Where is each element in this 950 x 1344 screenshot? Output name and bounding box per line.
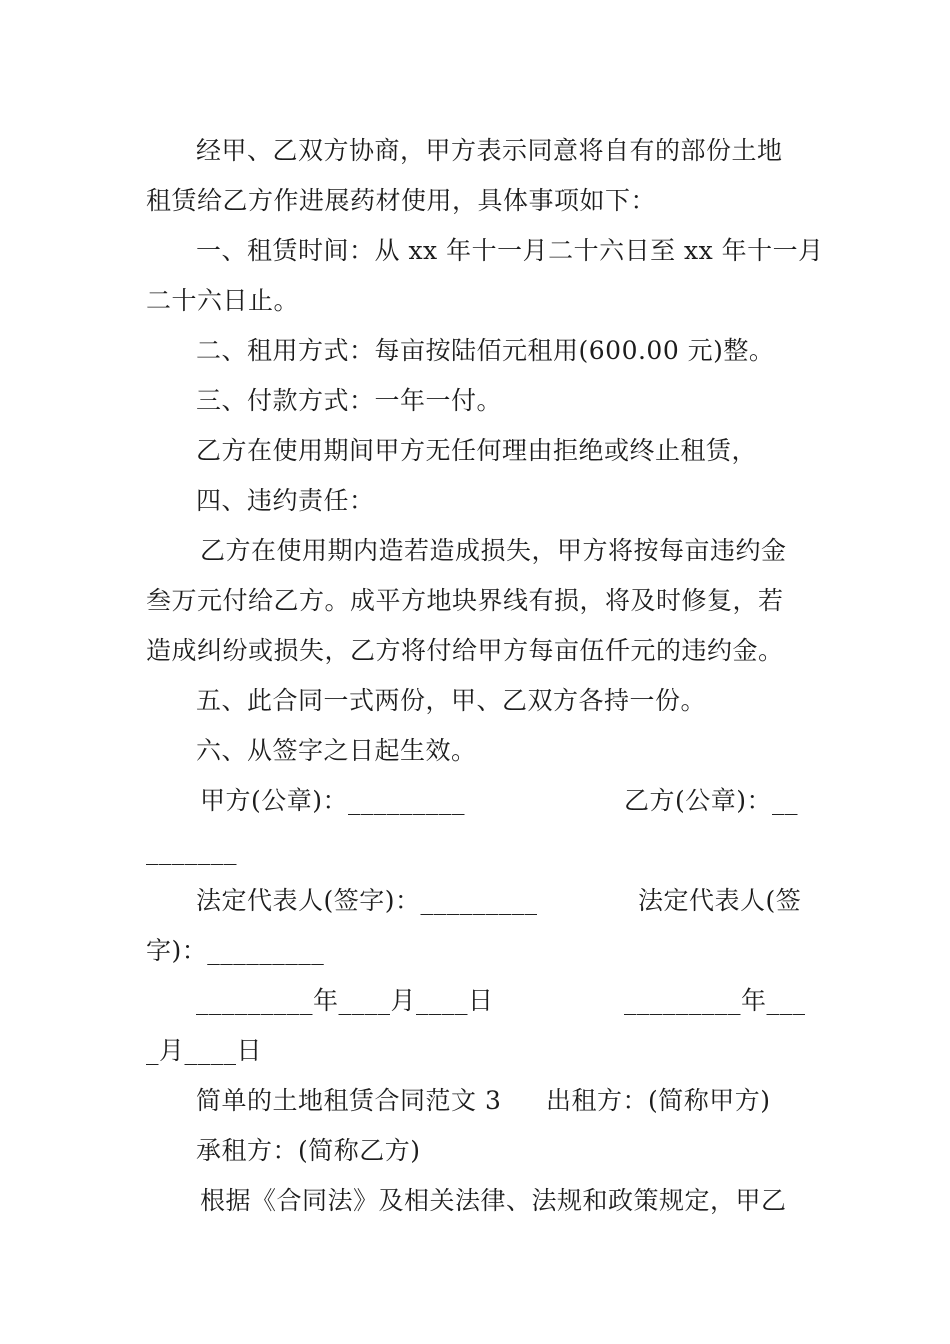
- party-a-representative-line: 法定代表人(签字)：_________: [196, 886, 538, 915]
- clause-rent-method: 二、租用方式：每亩按陆佰元租用(600.00 元)整。: [196, 336, 775, 365]
- party-b-seal-line-end: _______: [146, 836, 237, 865]
- clause-breach-line-2: 叁万元付给乙方。成平方地块界线有损，将及时修复，若: [146, 586, 784, 615]
- clause-breach-heading: 四、违约责任：: [196, 486, 375, 515]
- party-a-date-line: _________年____月____日: [196, 986, 494, 1015]
- next-contract-lessor: 出租方：(简称甲方): [546, 1086, 771, 1115]
- party-b-representative-line-start: 法定代表人(签: [638, 886, 802, 915]
- clause-copies: 五、此合同一式两份，甲、乙双方各持一份。: [196, 686, 707, 715]
- paragraph-intro-line-1: 经甲、乙双方协商，甲方表示同意将自有的部份土地: [196, 136, 783, 165]
- next-contract-intro: 根据《合同法》及相关法律、法规和政策规定，甲乙: [200, 1186, 787, 1215]
- clause-breach-line-1: 乙方在使用期内造若造成损失，甲方将按每亩违约金: [200, 536, 787, 565]
- party-b-seal-line-start: 乙方(公章)：__: [624, 786, 799, 815]
- next-contract-lessee: 承租方：(简称乙方): [196, 1136, 421, 1165]
- party-b-date-line-start: _________年___: [624, 986, 806, 1015]
- clause-breach-line-3: 造成纠纷或损失，乙方将付给甲方每亩伍仟元的违约金。: [146, 636, 784, 665]
- clause-effective-date: 六、从签字之日起生效。: [196, 736, 477, 765]
- party-b-representative-line-end: 字)：_________: [146, 936, 325, 965]
- paragraph-intro-line-2: 租赁给乙方作进展药材使用，具体事项如下：: [146, 186, 657, 215]
- party-a-seal-line: 甲方(公章)：_________: [200, 786, 466, 815]
- next-contract-title: 简单的土地租赁合同范文 3: [196, 1086, 502, 1115]
- party-b-date-line-end: _月____日: [146, 1036, 263, 1065]
- clause-lease-term-line-2: 二十六日止。: [146, 286, 300, 315]
- paragraph-no-termination: 乙方在使用期间甲方无任何理由拒绝或终止租赁，: [196, 436, 758, 465]
- clause-payment-method: 三、付款方式：一年一付。: [196, 386, 503, 415]
- clause-lease-term-line-1: 一、租赁时间：从 xx 年十一月二十六日至 xx 年十一月: [196, 236, 824, 265]
